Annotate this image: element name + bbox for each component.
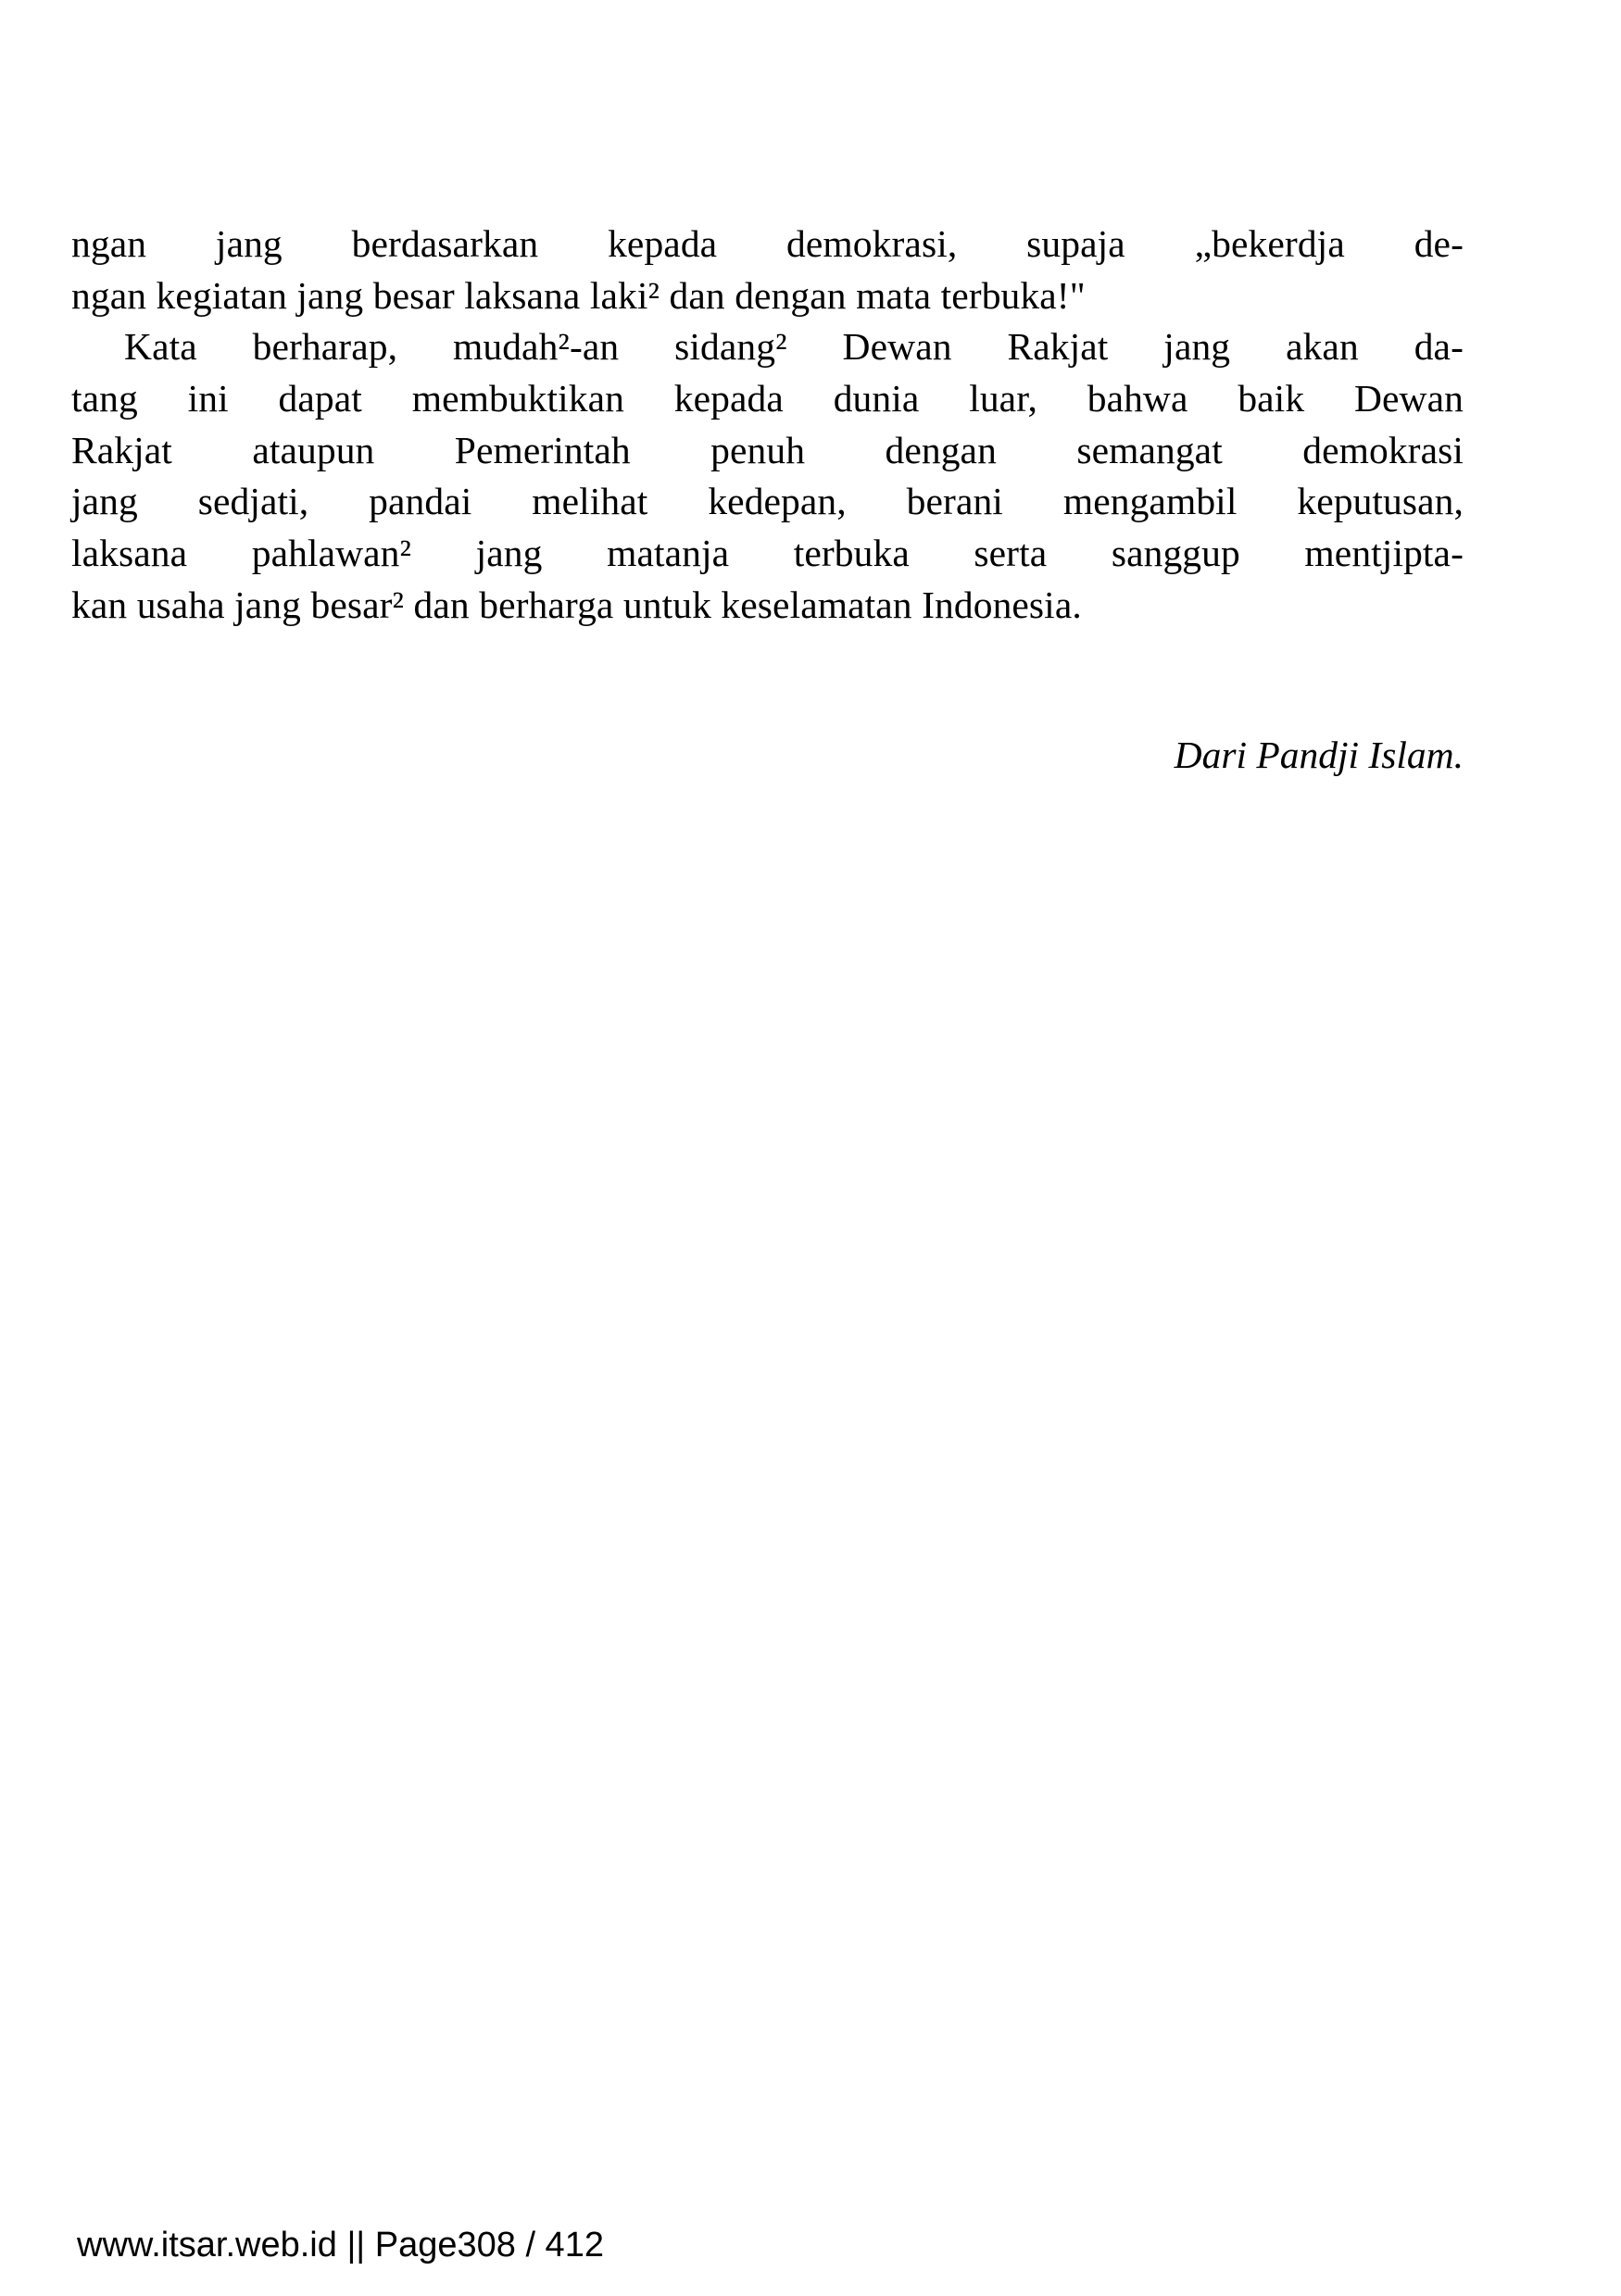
text-line: tang ini dapat membuktikan kepada dunia luar, bahwa baik Dewan — [71, 377, 1464, 420]
text-line: jang sedjati, pandai melihat kedepan, berani mengambil keputusan, — [71, 480, 1464, 523]
paragraph-1 — [71, 219, 1464, 321]
text-line: Kata berharap, mudah²-an sidang² Dewan Rakjat jang akan da- — [124, 325, 1464, 369]
text-line: Rakjat ataupun Pemerintah penuh dengan semangat demokrasi — [71, 428, 1464, 471]
text-line: laksana pahlawan² jang matanja terbuka serta sanggup mentjipta- — [71, 532, 1464, 575]
text-line: kan usaha jang besar² dan berharga untuk keselamatan Indonesia. — [71, 583, 1082, 626]
article-body — [71, 219, 1464, 632]
page-footer: www.itsar.web.id || Page308 / 412 — [77, 2226, 604, 2265]
text-line: ngan kegiatan jang besar laksana laki² dan dengan mata terbuka!" — [71, 273, 1086, 317]
text-line: ngan jang berdasarkan kepada demokrasi, supaja „bekerdja de- — [71, 222, 1464, 265]
source-attribution: Dari Pandji Islam. — [1174, 734, 1464, 776]
paragraph-2 — [71, 321, 1464, 631]
